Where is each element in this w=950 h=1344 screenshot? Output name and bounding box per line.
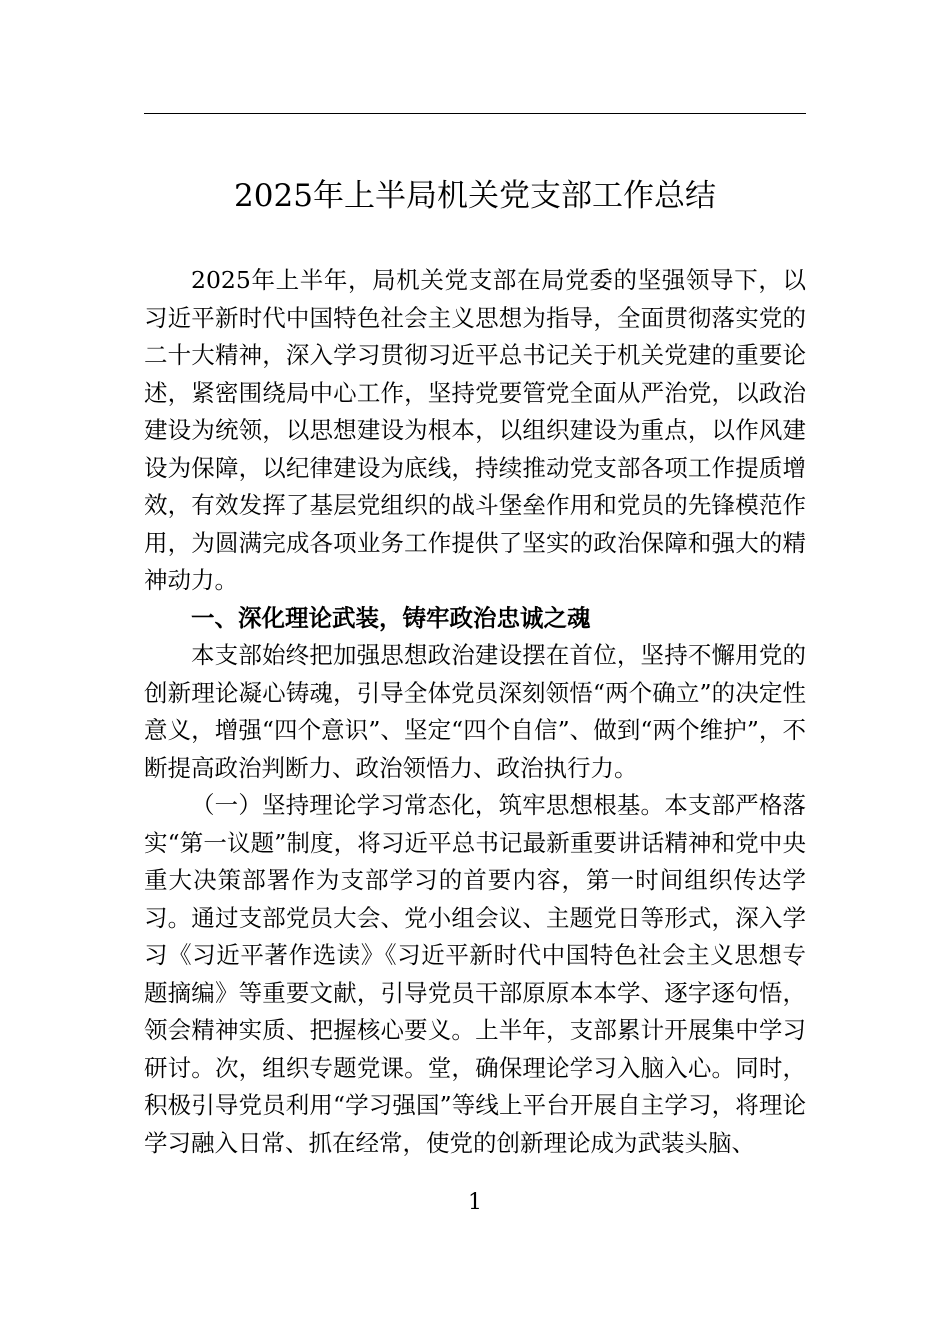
subsection-1-paragraph: （一）坚持理论学习常态化，筑牢思想根基。本支部严格落实“第一议题”制度，将习近平总书记最新重要讲话精神和党中央重大决策部署作为支部学习的首要内容，第一时间组织传达学习。通过支部党员大会、党小组会议、主题党日等形式，深入学习《习近平著作选读》《习近平新时代中国特色社会主义思想专题摘编》等重要文献，引导党员干部原原本本学、逐字逐句悟，领会精神实质、把握核心要义。上半年，支部累计开展集中学习研讨。次，组织专题党课。堂，确保理论学习入脑入心。同时，积极引导党员利用“学习强国”等线上平台开展自主学习，将理论学习融入日常、抓在经常，使党的创新理论成为武装头脑、	[144, 791, 806, 1157]
section-heading-1: 一、深化理论武装，铸牢政治忠诚之魂	[191, 603, 591, 632]
document-title: 2025年上半局机关党支部工作总结	[234, 178, 716, 214]
intro-paragraph: 2025年上半年，局机关党支部在局党委的坚强领导下，以习近平新时代中国特色社会主义思想为指导，全面贯彻落实党的二十大精神，深入学习贯彻习近平总书记关于机关党建的重要论述，紧密围绕局中心工作，坚持党要管党全面从严治党，以政治建设为统领，以思想建设为根本，以组织建设为重点，以作风建设为保障，以纪律建设为底线，持续推动党支部各项工作提质增效，有效发挥了基层党组织的战斗堡垒作用和党员的先锋模范作用，为圆满完成各项业务工作提供了坚实的政治保障和强大的精神动力。	[144, 266, 806, 594]
page-number: 1	[468, 1190, 482, 1215]
header-rule	[144, 113, 806, 114]
document-body	[144, 262, 806, 1162]
section-1-paragraph: 本支部始终把加强思想政治建设摆在首位，坚持不懈用党的创新理论凝心铸魂，引导全体党员深刻领悟“两个确立”的决定性意义，增强“四个意识”、坚定“四个自信”、做到“两个维护”，不断提高政治判断力、政治领悟力、政治执行力。	[144, 641, 806, 782]
